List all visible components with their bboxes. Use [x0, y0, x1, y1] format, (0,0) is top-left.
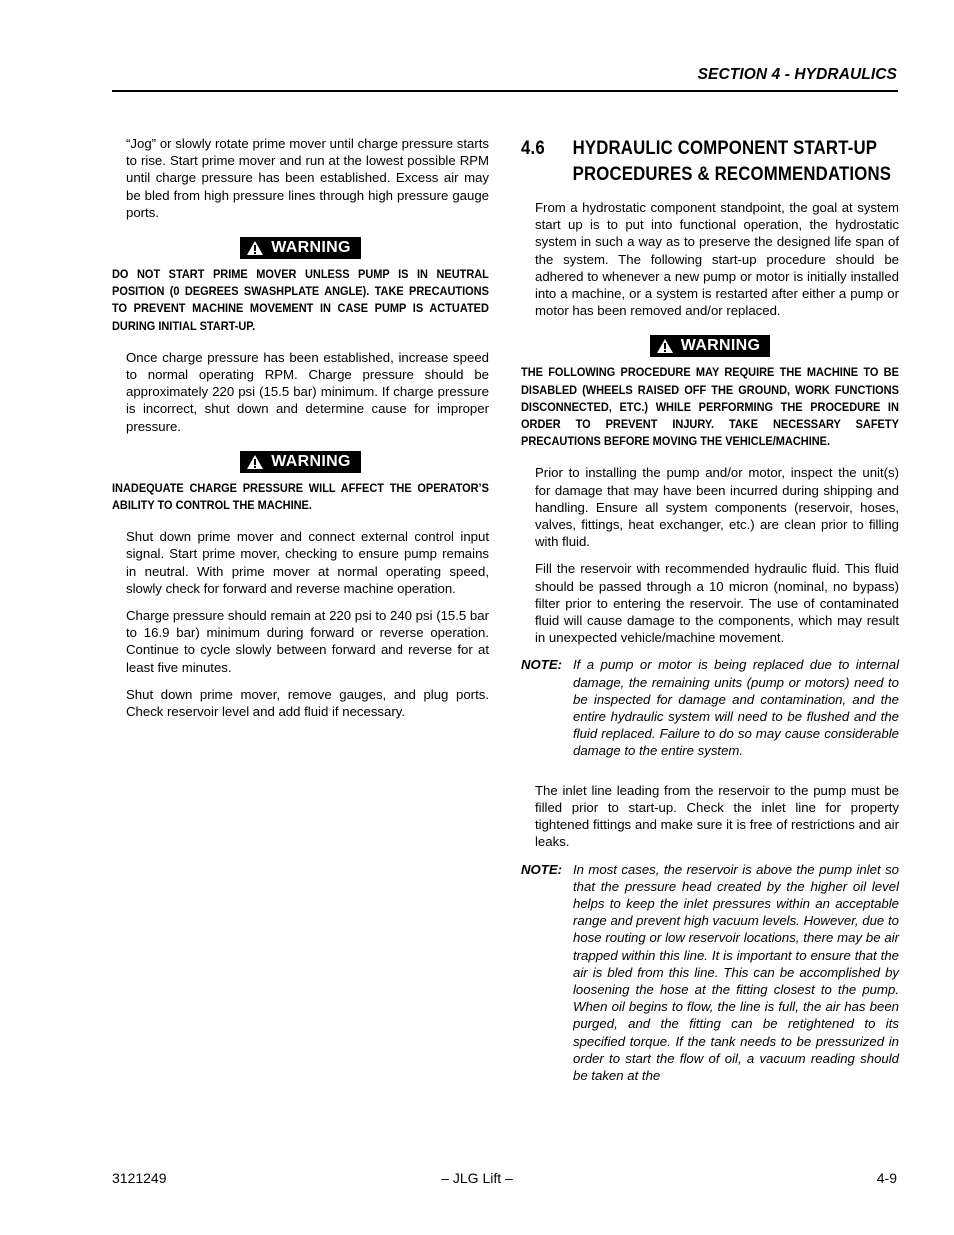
note-label: NOTE:: [521, 657, 563, 673]
warning-text-1: DO NOT START PRIME MOVER UNLESS PUMP IS IN NEUTRAL POSITION (0 DEGREES SWASHPLATE ANGLE). TAKE PRECAUTIONS TO PREVENT MACHINE MOVEMENT IN CASE PUMP IS ACTUATED DURING INITIAL START-UP.: [112, 267, 489, 333]
warning-label: [240, 237, 360, 259]
note-label: NOTE:: [521, 861, 563, 877]
warning-triangle-icon: [246, 454, 264, 470]
section-heading: [521, 135, 898, 187]
footer-page-number: 4-9: [876, 1170, 897, 1186]
footer-doc-number: 3121249: [112, 1170, 167, 1186]
header-rule: [112, 90, 898, 92]
warning-text-2: INADEQUATE CHARGE PRESSURE WILL AFFECT THE OPERATOR’S ABILITY TO CONTROL THE MACHINE.: [112, 480, 489, 513]
warning-text-3: THE FOLLOWING PROCEDURE MAY REQUIRE THE MACHINE TO BE DISABLED (WHEELS RAISED OFF THE GROUND, WORK FUNCTIONS DISCONNECTED, ETC.) WHILE PERFORMING THE PROCEDURE IN ORDER TO PREVENT INJURY. TAKE NECESSARY SAFETY PRECAUTIONS BEFORE MOVING THE VEHICLE/MACHINE.: [521, 365, 899, 449]
paragraph-cycle: Charge pressure should remain at 220 psi to 240 psi (15.5 bar to 16.9 bar) minimum during forward or reverse operation. Continue to cycle slowly between forward and reverse for at least five minutes.: [126, 608, 489, 675]
warning-triangle-icon: [656, 338, 674, 354]
note-1: [521, 656, 899, 759]
paragraph-fill-reservoir: Fill the reservoir with recommended hydraulic fluid. This fluid should be passed through a 10 micron (nominal, no bypass) filter prior to entering the reservoir. The use of contaminated fluid will cause damage to the components, which may result in unexpected vehicle/machine movement.: [535, 561, 899, 646]
left-column: [112, 135, 489, 730]
warning-label: [650, 335, 770, 357]
warning-banner-3: [521, 335, 899, 359]
paragraph-shut-down-connect: Shut down prime mover and connect external control input signal. Start prime mover, checking to ensure pump remains in neutral. With prime mover at normal operating speed, slowly check for forward and reverse machine operation.: [126, 529, 489, 596]
paragraph-charge-pressure: Once charge pressure has been established, increase speed to normal operating RPM. Charge pressure should be approximately 220 psi (15.5 bar) minimum. If charge pressure is incorrect, shut down and determine cause for improper pressure.: [126, 349, 489, 434]
right-column: [521, 135, 899, 1096]
warning-label-text: WARNING: [271, 239, 351, 257]
paragraph-inlet-line: The inlet line leading from the reservoir to the pump must be filled prior to start-up. Check the inlet line for property tightened fittings and make sure it is free of restrictions and air leaks.: [535, 782, 899, 850]
warning-label: [240, 451, 360, 473]
paragraph-inspect: Prior to installing the pump and/or motor, inspect the unit(s) for damage that may have been incurred during shipping and handling. Ensure all system components (reservoir, hoses, valves, fittings, heat exchanger, etc.) are clean prior to filling with fluid.: [535, 465, 899, 550]
paragraph-remove-gauges: Shut down prime mover, remove gauges, and plug ports. Check reservoir level and add fluid if necessary.: [126, 686, 489, 720]
note-text: In most cases, the reservoir is above the pump inlet so that the pressure head created by the higher oil level helps to keep the inlet pressures within an acceptable range and prevent high vacuum levels. However, due to hose routing or low reservoir locations, there may be air trapped within this line. It is important to ensure that the air is bled from this line. This can be accomplished by loosening the hose at the fitting closest to the pump. When oil begins to flow, the line is full, the air has been purged, and the fitting can be retightened to its specified torque. If the tank needs to be pressurized in order to start the flow of oil, a vacuum reading should be taken at the: [573, 861, 899, 1083]
warning-label-text: WARNING: [680, 337, 761, 355]
warning-banner-2: [112, 451, 489, 475]
warning-banner-1: [112, 237, 489, 261]
footer-publisher: – JLG Lift –: [441, 1170, 513, 1186]
note-text: If a pump or motor is being replaced due to internal damage, the remaining units (pump or motors) need to be inspected for damage and contamination, and the entire hydraulic system will need to be flushed and the fluid replaced. Failure to do so may cause considerable damage to the entire system.: [573, 657, 899, 759]
header-section-title: SECTION 4 - HYDRAULICS: [697, 66, 897, 83]
paragraph-goal: From a hydrostatic component standpoint, the goal at system start up is to put into functional operation, the hydrostatic system in such a way as to preserve the designed life span of the system. The following start-up procedure should be adhered to whenever a new pump or motor is initially installed into a machine, or a system is restarted after either a pump or motor has been removed and/or replaced.: [535, 200, 899, 319]
warning-label-text: WARNING: [271, 452, 351, 470]
paragraph-jog: “Jog” or slowly rotate prime mover until charge pressure starts to rise. Start prime mover and run at the lowest possible RPM until charge pressure has been established. Excess air may be bled from high pressure lines through high pressure gauge ports.: [126, 136, 489, 220]
section-title: HYDRAULIC COMPONENT START-UP PROCEDURES & RECOMMENDATIONS: [572, 137, 892, 185]
note-2: [521, 861, 899, 1085]
warning-triangle-icon: [246, 240, 264, 256]
section-number: 4.6: [521, 137, 545, 159]
